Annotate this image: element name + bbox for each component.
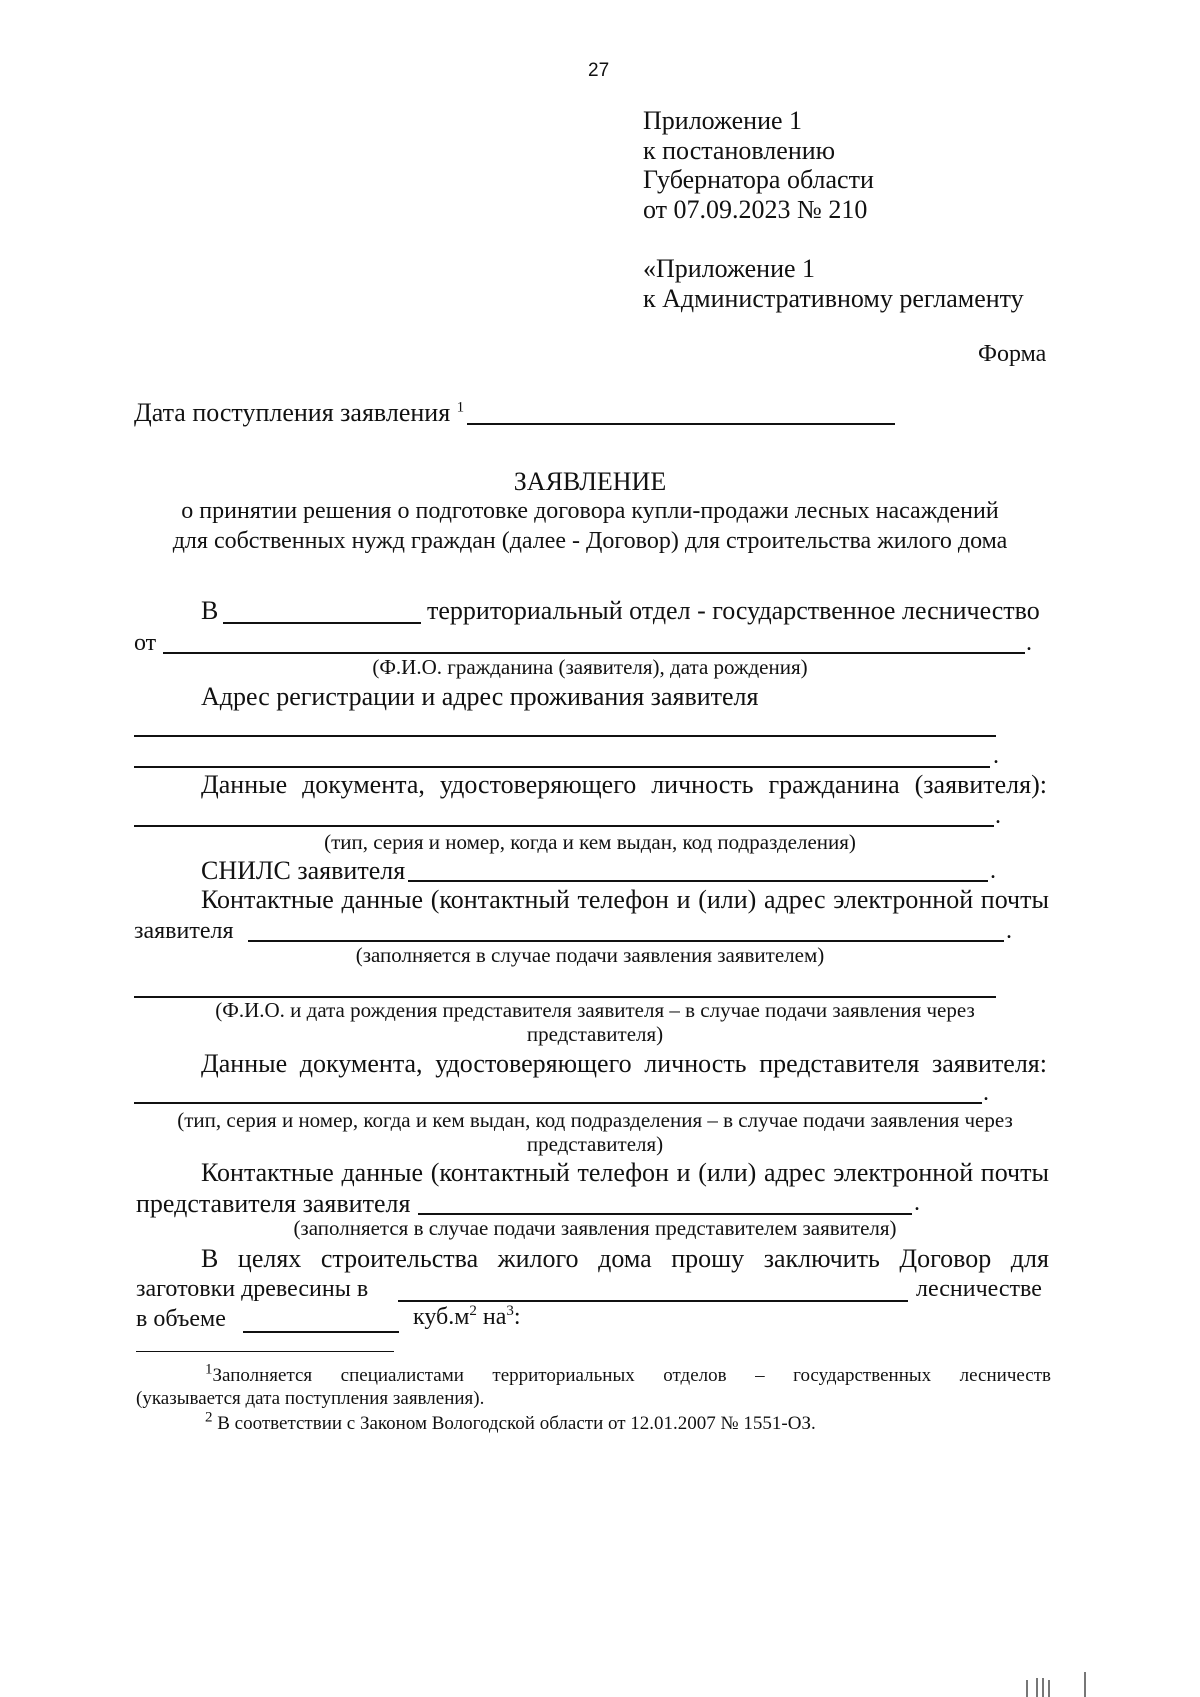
id-document-field[interactable] [134, 825, 994, 827]
scan-mark [1084, 1672, 1086, 1697]
scan-mark [1026, 1680, 1028, 1697]
appendix-line-4: от 07.09.2023 № 210 [643, 195, 868, 224]
department-field[interactable] [223, 622, 421, 624]
page-number: 27 [588, 60, 610, 81]
volume-unit: $куб.м^2$ $на^3$: [413, 1303, 521, 1330]
period: . [914, 1190, 920, 1216]
period: . [990, 858, 996, 884]
contacts-caption: (заполняется в случае подачи заявления заявителем) [355, 943, 825, 967]
to-suffix: территориальный отдел - государственное лесничество [427, 596, 1040, 625]
volume-field[interactable] [243, 1331, 399, 1333]
applicant-name-caption: (Ф.И.О. гражданина (заявителя), дата рождения) [372, 655, 808, 679]
scan-mark [1048, 1680, 1050, 1697]
appendix-line-3: Губернатора области [643, 165, 874, 194]
representative-contacts-label: Контактные данные (контактный телефон и (или) адрес электронной почты [201, 1158, 1049, 1187]
to-prefix: В [201, 596, 219, 625]
address-field-2[interactable] [134, 766, 990, 768]
footnote-ref-2: 2 [469, 1303, 477, 1319]
scan-mark [1036, 1678, 1038, 1697]
appendix-line-1: Приложение 1 [643, 106, 803, 135]
contacts-field[interactable] [248, 940, 1004, 942]
id-document-caption: (тип, серия и номер, когда и кем выдан, код подразделения) [324, 830, 856, 854]
period: . [983, 1080, 989, 1106]
period: . [995, 803, 1001, 829]
harvest-suffix: лесничестве [916, 1276, 1042, 1302]
representative-name-caption-1: (Ф.И.О. и дата рождения представителя заявителя – в случае подачи заявления через [215, 998, 975, 1022]
footnote-separator [136, 1351, 394, 1352]
footnote-1-line-1: $^1$Заполняется специалистами территориальных отделов – государственных лесничеств [205, 1361, 1051, 1386]
contacts-label: Контактные данные (контактный телефон и (или) адрес электронной почты [201, 885, 1049, 914]
footnote-2: $^2$ В соответствии с Законом Вологодской области от 12.01.2007 № 1551-ОЗ. [205, 1409, 816, 1434]
forestry-field[interactable] [398, 1300, 908, 1302]
scan-mark [1042, 1678, 1044, 1697]
receipt-date-label: Дата поступления заявления $^1$ [134, 398, 465, 427]
period: . [1026, 630, 1032, 656]
footnote-ref-1: 1 [456, 399, 465, 416]
appendix-line-2: к постановлению [643, 136, 836, 165]
document-subtitle-line-2: для собственных нужд граждан (далее - Договор) для строительства жилого дома [172, 528, 1008, 554]
footnote-ref-3: 3 [506, 1303, 514, 1319]
address-label: Адрес регистрации и адрес проживания заявителя [201, 682, 759, 711]
regulation-line-1: «Приложение 1 [643, 254, 816, 283]
representative-id-caption-2: представителя) [526, 1132, 664, 1156]
address-field-1[interactable] [134, 735, 996, 737]
snils-field[interactable] [408, 880, 988, 882]
period: . [1006, 918, 1012, 944]
regulation-line-2: к Административному регламенту [643, 284, 1024, 313]
period: . [993, 743, 999, 769]
footnote-1-line-2: (указывается дата поступления заявления). [136, 1388, 485, 1409]
request-statement: В целях строительства жилого дома прошу заключить Договор для [201, 1244, 1049, 1273]
snils-label: СНИЛС заявителя [201, 856, 406, 885]
document-subtitle-line-1: о принятии решения о подготовке договора купли-продажи лесных насаждений [181, 498, 999, 524]
representative-id-field[interactable] [134, 1102, 982, 1104]
applicant-name-field[interactable] [163, 652, 1025, 654]
document-title: ЗАЯВЛЕНИЕ [513, 467, 667, 496]
form-label: Форма [978, 341, 1047, 367]
contacts-label-2: заявителя [134, 918, 234, 944]
representative-contacts-field[interactable] [418, 1213, 912, 1215]
representative-name-caption-2: представителя) [526, 1022, 664, 1046]
representative-id-caption-1: (тип, серия и номер, когда и кем выдан, код подразделения – в случае подачи заявления через [177, 1108, 1013, 1132]
from-label: от [134, 630, 157, 656]
representative-contacts-caption: (заполняется в случае подачи заявления представителем заявителя) [293, 1216, 897, 1240]
harvest-label: заготовки древесины в [136, 1276, 369, 1302]
volume-label: в объеме [136, 1306, 226, 1332]
id-document-label: Данные документа, удостоверяющего личность гражданина (заявителя): [201, 770, 1047, 799]
receipt-date-field[interactable] [467, 423, 895, 425]
representative-contacts-label-2: представителя заявителя [136, 1189, 411, 1218]
representative-id-label: Данные документа, удостоверяющего личность представителя заявителя: [201, 1049, 1047, 1078]
